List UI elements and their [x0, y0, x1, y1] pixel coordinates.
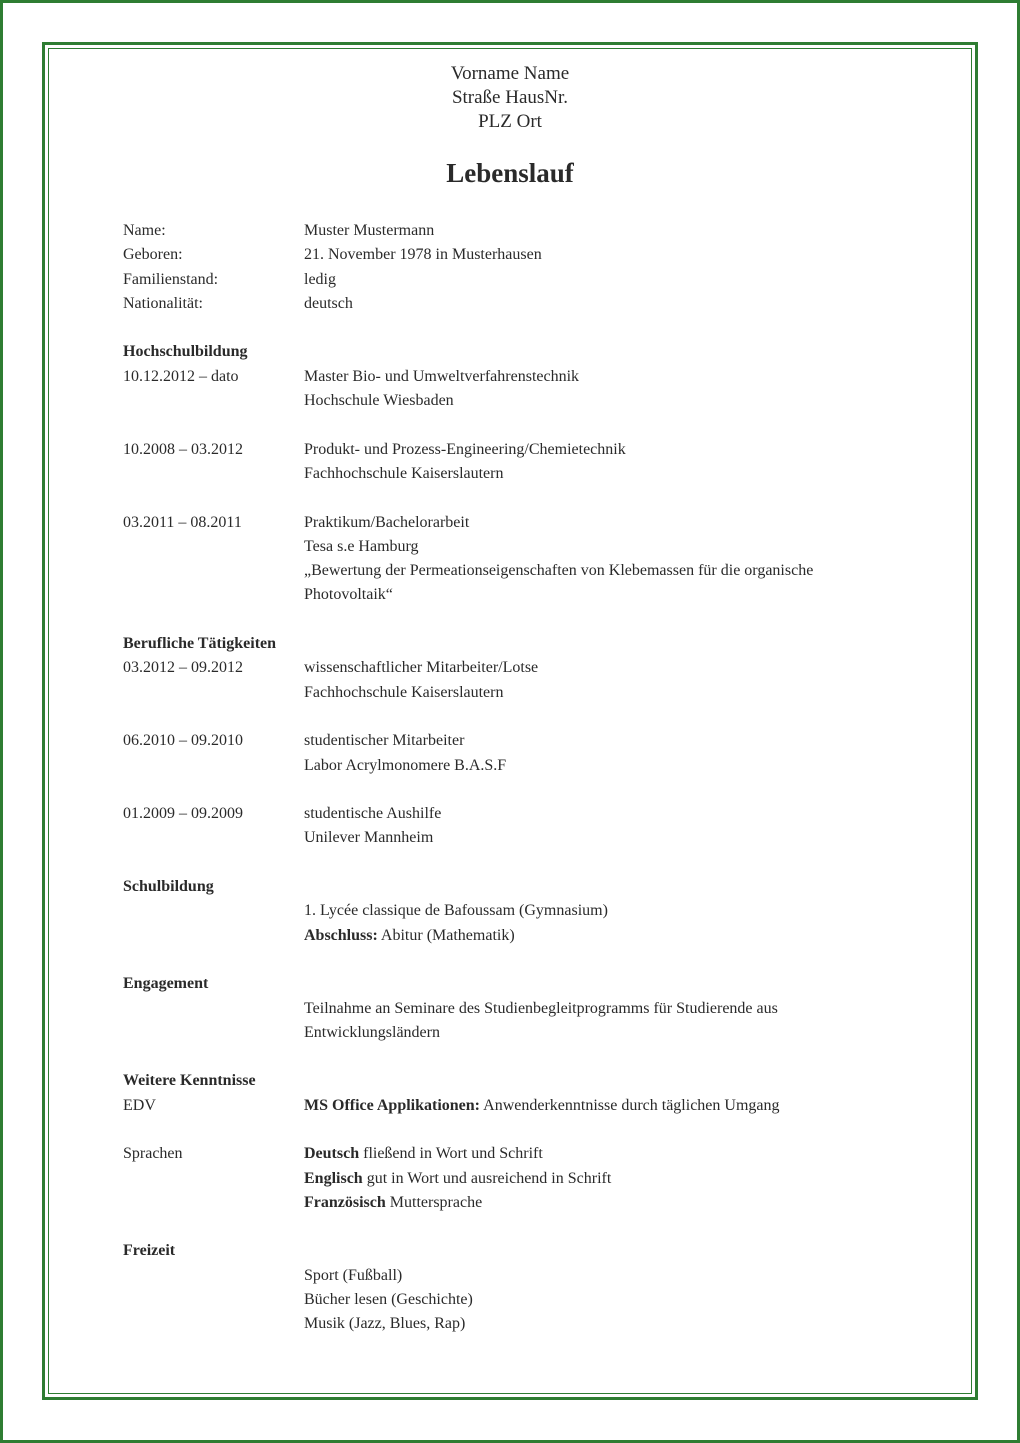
- entry-date-empty: [123, 899, 304, 948]
- entry-line: Fachhochschule Kaiserslautern: [304, 464, 504, 482]
- spacer: [123, 413, 883, 437]
- degree-label: Abschluss:: [304, 926, 378, 944]
- skills-label: EDV: [123, 1096, 156, 1114]
- entry-details: [304, 899, 883, 948]
- entry-line: „Bewertung der Permeationseigenschaften von Klebemassen für die organische: [304, 562, 814, 580]
- entry-line: Photovoltaik“: [304, 586, 393, 604]
- personal-value: Muster Mustermann: [304, 222, 435, 239]
- language-name: Französisch: [304, 1193, 386, 1211]
- section-heading-schulbildung: Schulbildung: [123, 878, 214, 896]
- spacer: [123, 316, 883, 340]
- entry-date: 10.12.2012 – dato: [123, 367, 239, 385]
- education-entry: [123, 511, 883, 608]
- section-heading-weitere-kenntnisse: Weitere Kenntnisse: [123, 1072, 256, 1090]
- entry-date: 06.2010 – 09.2010: [123, 732, 243, 750]
- personal-label: Nationalität:: [123, 294, 203, 312]
- document-title: Lebenslauf: [446, 158, 574, 188]
- entry-line: Hochschule Wiesbaden: [304, 392, 454, 410]
- language-line: [304, 1167, 883, 1191]
- section-heading-hochschulbildung: Hochschulbildung: [123, 343, 248, 361]
- hobby-line: Musik (Jazz, Blues, Rap): [304, 1315, 466, 1333]
- header-city: PLZ Ort: [478, 111, 542, 132]
- spacer: [123, 778, 883, 802]
- personal-label: Name:: [123, 222, 166, 239]
- entry-line: studentische Aushilfe: [304, 805, 442, 823]
- degree-value: Abitur (Mathematik): [377, 926, 515, 944]
- education-entry: [123, 365, 883, 414]
- spacer: [123, 948, 883, 972]
- spacer: [123, 705, 883, 729]
- address-header: [0, 62, 1020, 134]
- school-entry: [123, 899, 883, 948]
- entry-date-empty: [123, 1264, 304, 1337]
- personal-value: 21. November 1978 in Musterhausen: [304, 246, 542, 264]
- spacer: [123, 608, 883, 632]
- entry-details: [304, 1264, 883, 1337]
- entry-line: [304, 924, 883, 948]
- entry-line: wissenschaftlicher Mitarbeiter/Lotse: [304, 659, 539, 677]
- cv-content: [123, 219, 883, 1337]
- skills-label: Sprachen: [123, 1145, 183, 1163]
- entry-line: Entwicklungsländern: [304, 1023, 440, 1041]
- entry-date: 10.2008 – 03.2012: [123, 440, 243, 458]
- language-line: [304, 1191, 883, 1215]
- spacer: [123, 486, 883, 510]
- language-level: fließend in Wort und Schrift: [359, 1145, 543, 1163]
- section-heading-berufliche-taetigkeiten: Berufliche Tätigkeiten: [123, 635, 277, 653]
- skill-name: MS Office Applikationen:: [304, 1096, 481, 1114]
- spacer: [123, 1215, 883, 1239]
- personal-row-nationality: [123, 292, 883, 316]
- entry-line: Produkt- und Prozess-Engineering/Chemietechnik: [304, 440, 626, 458]
- education-entry: [123, 438, 883, 487]
- personal-row-name: [123, 219, 883, 243]
- skills-sprachen: [123, 1142, 883, 1215]
- entry-details: [304, 511, 883, 608]
- job-entry: [123, 802, 883, 851]
- entry-details: [304, 656, 883, 705]
- hobbies-entry: [123, 1264, 883, 1337]
- entry-details: [304, 729, 883, 778]
- entry-line: studentischer Mitarbeiter: [304, 732, 465, 750]
- language-line: [304, 1142, 883, 1166]
- engagement-entry: [123, 997, 883, 1046]
- entry-details: [304, 802, 883, 851]
- language-name: Englisch: [304, 1169, 363, 1187]
- skills-edv: [123, 1094, 883, 1118]
- job-entry: [123, 729, 883, 778]
- personal-label: Familienstand:: [123, 270, 219, 288]
- entry-details: [304, 365, 883, 414]
- personal-value: deutsch: [304, 294, 353, 312]
- entry-line: 1. Lycée classique de Bafoussam (Gymnasium): [304, 902, 608, 920]
- spacer: [123, 1045, 883, 1069]
- spacer: [123, 851, 883, 875]
- language-name: Deutsch: [304, 1145, 360, 1163]
- entry-line: Praktikum/Bachelorarbeit: [304, 513, 470, 531]
- entry-line: Master Bio- und Umweltverfahrenstechnik: [304, 367, 580, 385]
- skill-level: Anwenderkenntnisse durch täglichen Umgang: [480, 1096, 780, 1114]
- spacer: [123, 1118, 883, 1142]
- hobby-line: Sport (Fußball): [304, 1266, 403, 1284]
- entry-line: Fachhochschule Kaiserslautern: [304, 683, 504, 701]
- personal-value: ledig: [304, 270, 336, 288]
- personal-row-birth: [123, 243, 883, 267]
- header-street: Straße HausNr.: [451, 87, 569, 108]
- section-heading-freizeit: Freizeit: [123, 1242, 176, 1260]
- entry-line: Teilnahme an Seminare des Studienbegleitprogramms für Studierende aus: [304, 999, 778, 1017]
- job-entry: [123, 656, 883, 705]
- entry-date: 03.2012 – 09.2012: [123, 659, 243, 677]
- entry-line: Tesa s.e Hamburg: [304, 537, 419, 555]
- language-level: gut in Wort und ausreichend in Schrift: [362, 1169, 612, 1187]
- entry-line: Labor Acrylmonomere B.A.S.F: [304, 756, 507, 774]
- entry-date-empty: [123, 997, 304, 1046]
- section-heading-engagement: Engagement: [123, 975, 209, 993]
- skills-details: [304, 1142, 883, 1215]
- skills-details: [304, 1094, 883, 1118]
- entry-details: [304, 997, 883, 1046]
- language-level: Muttersprache: [385, 1193, 483, 1211]
- hobby-line: Bücher lesen (Geschichte): [304, 1291, 473, 1309]
- entry-date: 01.2009 – 09.2009: [123, 805, 243, 823]
- entry-details: [304, 438, 883, 487]
- header-name: Vorname Name: [450, 63, 570, 84]
- personal-row-status: [123, 268, 883, 292]
- entry-line: Unilever Mannheim: [304, 829, 434, 847]
- entry-date: 03.2011 – 08.2011: [123, 513, 242, 531]
- personal-label: Geboren:: [123, 246, 183, 264]
